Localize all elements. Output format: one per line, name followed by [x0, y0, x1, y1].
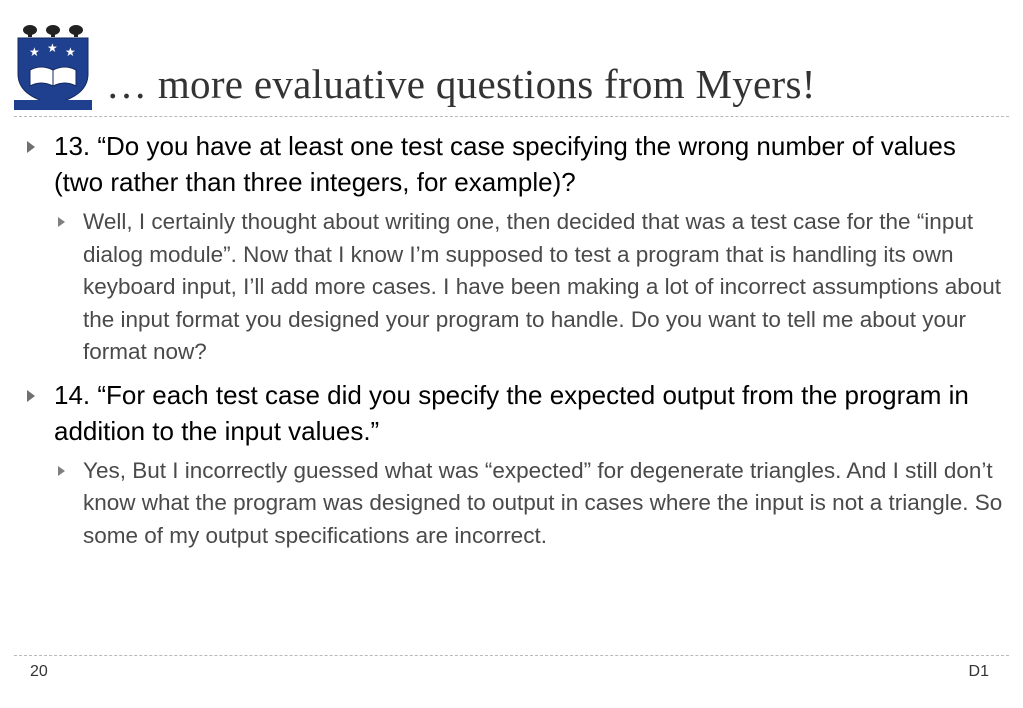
triangle-bullet-icon — [58, 217, 65, 227]
answer-13-text: Well, I certainly thought about writing one, then decided that was a test case for the “input dialog module”. Now that I know I’m supposed to test a program that is handling its own keyboard input, I’ll add more cases. I have been making a lot of incorrect assumptions about the input format you designed your program to handle. Do you want to tell me about your format now? — [83, 209, 1002, 364]
list-item — [0, 455, 1023, 553]
page-number: 20 — [30, 663, 48, 680]
slide-body — [0, 128, 1023, 552]
list-item — [0, 206, 1023, 369]
question-14-text: 14. “For each test case did you specify the expected output from the program in addition to the input values.” — [54, 379, 969, 446]
svg-text:★: ★ — [29, 45, 40, 59]
slide-title: … more evaluative questions from Myers! — [106, 61, 816, 107]
university-crest-logo — [14, 22, 92, 110]
question-13-text: 13. “Do you have at least one test case specifying the wrong number of values (two rather than three integers, for example)? — [54, 131, 956, 197]
title-divider — [14, 116, 1009, 117]
list-item — [0, 128, 1023, 200]
list-item — [0, 377, 1023, 449]
triangle-bullet-icon — [58, 466, 65, 476]
answer-14-text: Yes, But I incorrectly guessed what was “expected” for degenerate triangles. And I still don’t know what the program was designed to output in cases where the input is not a triangle. So some of my output specifications are incorrect. — [83, 457, 1003, 548]
svg-text:★: ★ — [65, 45, 76, 59]
triangle-bullet-icon — [27, 390, 35, 402]
footer-divider — [14, 655, 1009, 656]
triangle-bullet-icon — [27, 141, 35, 153]
footer-code: D1 — [968, 663, 989, 680]
svg-text:★: ★ — [47, 41, 58, 55]
